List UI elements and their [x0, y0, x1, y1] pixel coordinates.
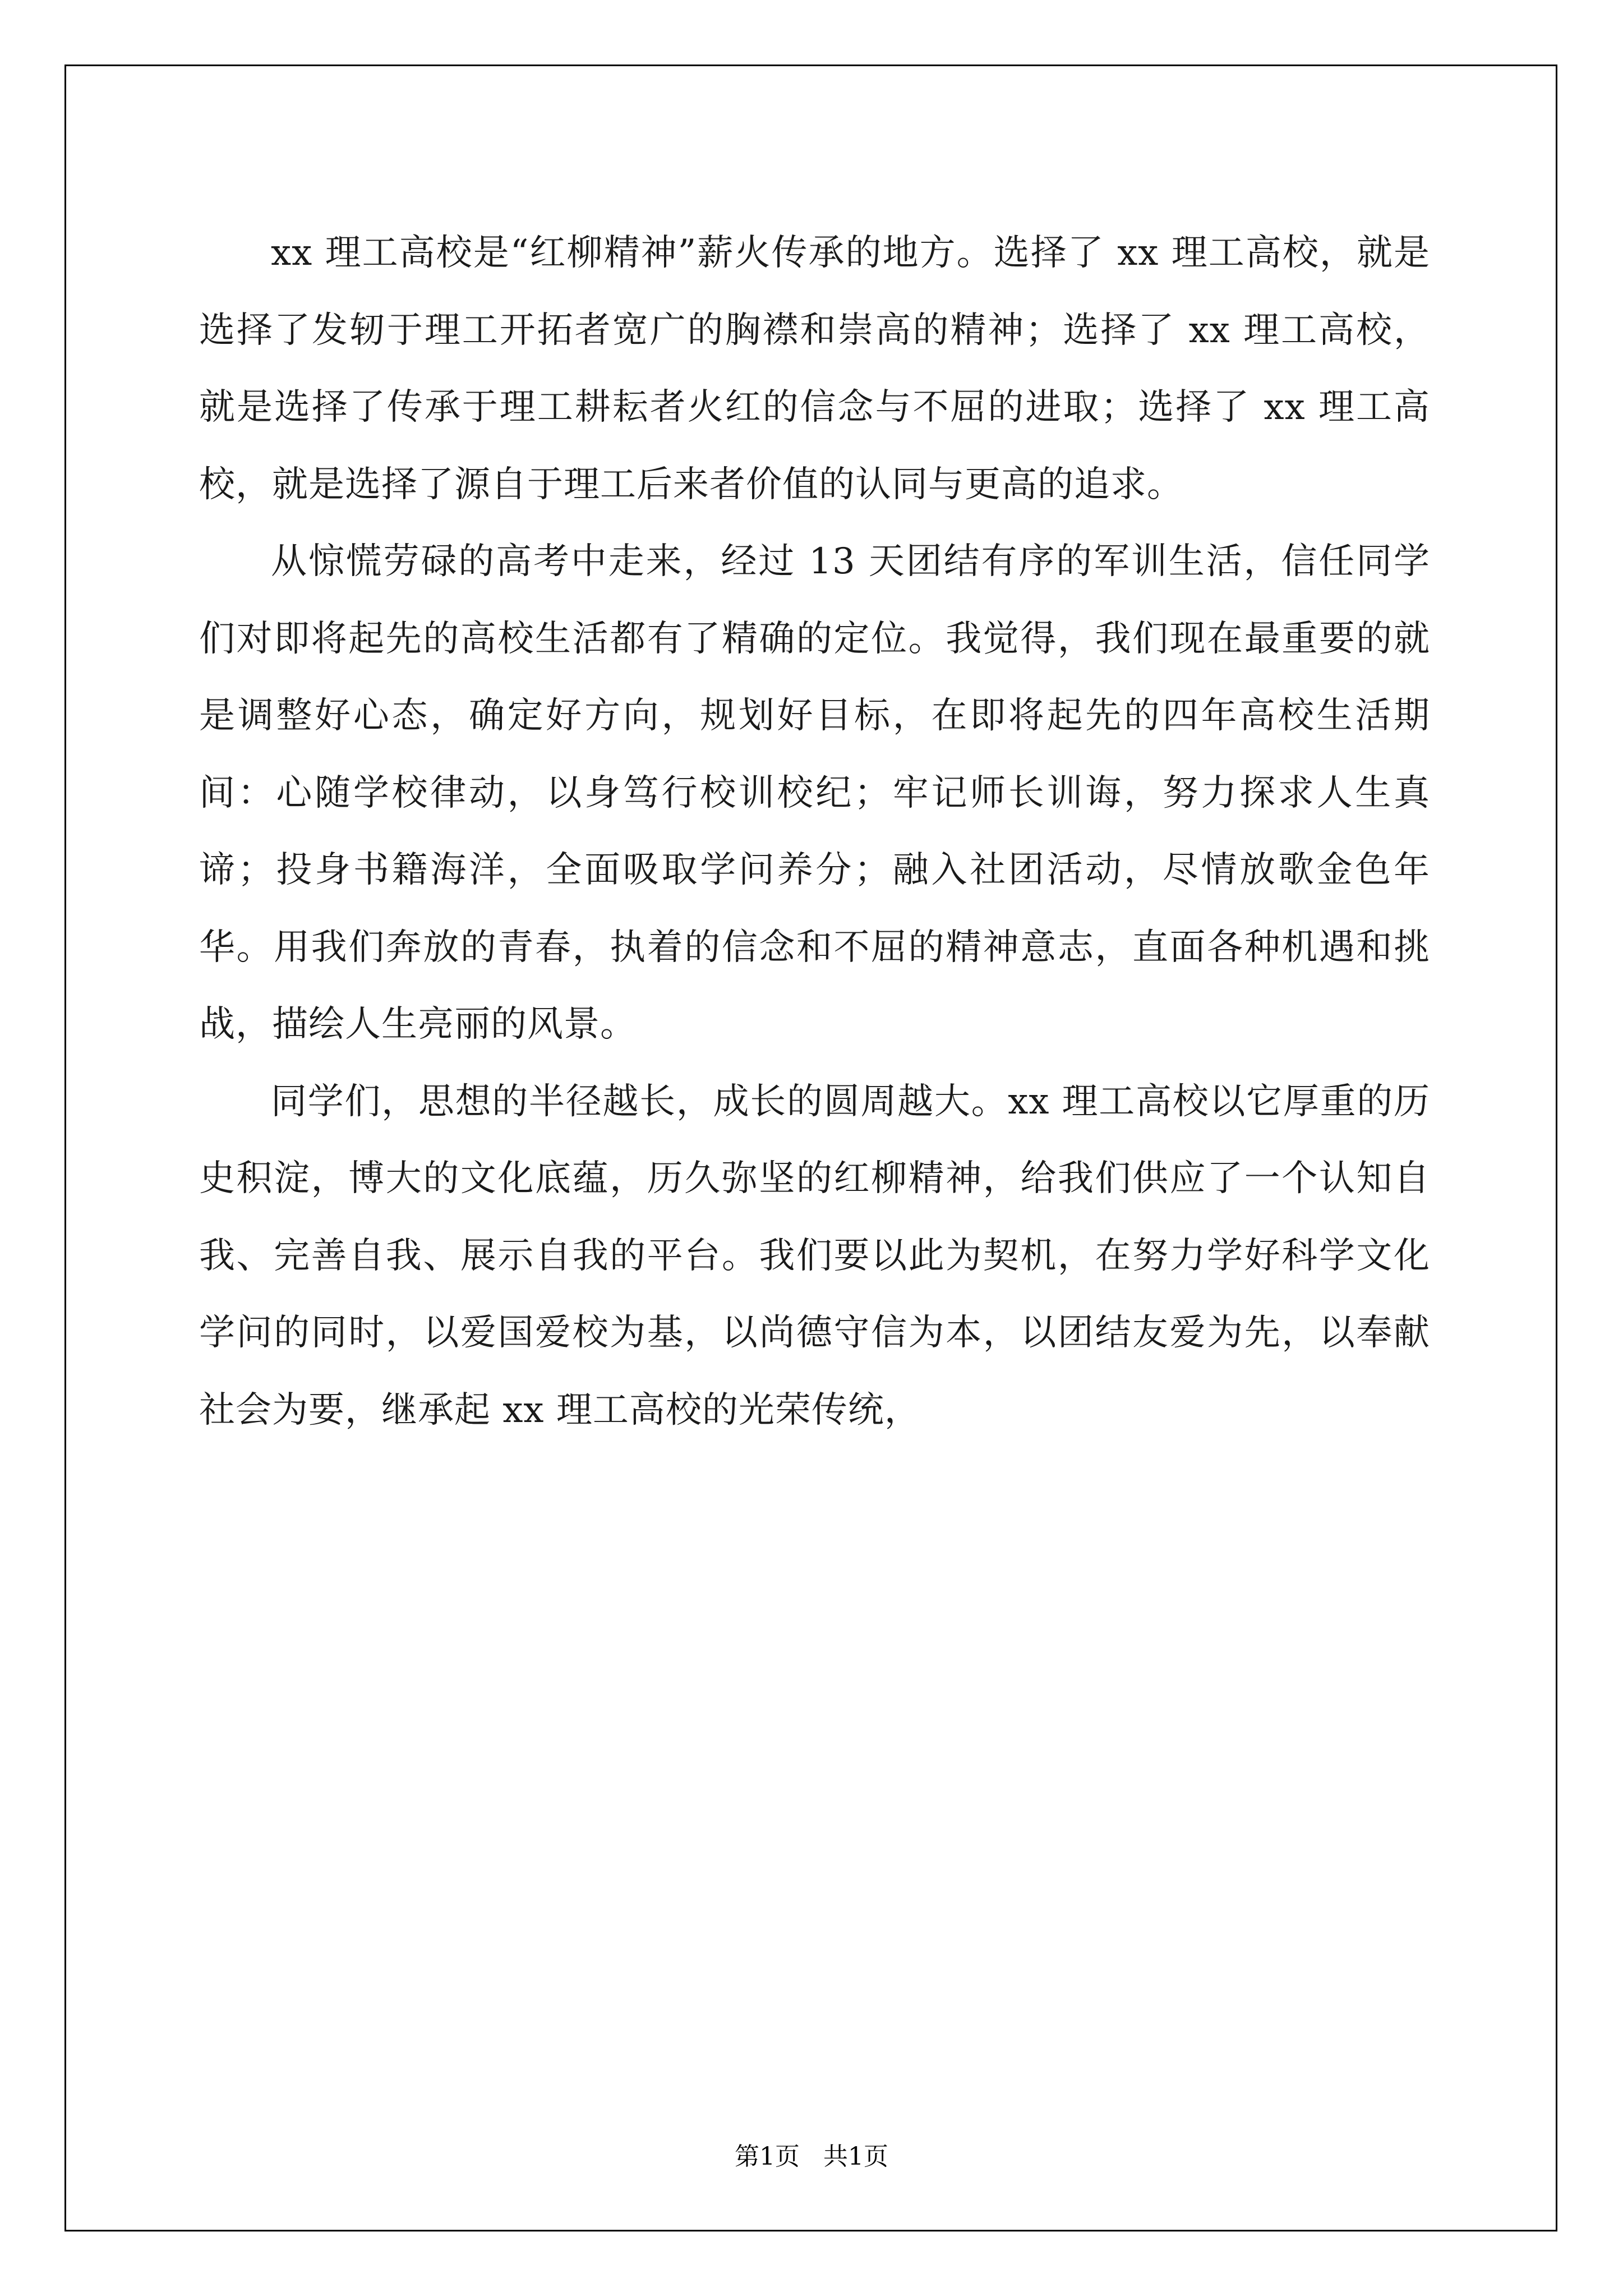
paragraph-1: xx 理工高校是“红柳精神”薪火传承的地方。选择了 xx 理工高校，就是选择了发轫于理工开拓者宽广的胸襟和崇高的精神；选择了 xx 理工高校，就是选择了传承于理工耕耘者火红的信念与不屈的进取；选择了 xx 理工高校，就是选择了源自于理工后来者价值的认同与更高的追求。: [199, 232, 1430, 505]
paragraph-3: 同学们，思想的半径越长，成长的圆周越大。xx 理工高校以它厚重的历史积淀，博大的文化底蕴，历久弥坚的红柳精神，给我们供应了一个认知自我、完善自我、展示自我的平台。我们要以此为契机，在努力学好科学文化学问的同时，以爱国爱校为基，以尚德守信为本，以团结友爱为先，以奉献社会为要，继承起 xx 理工高校的光荣传统，: [199, 1080, 1430, 1431]
document-body: [199, 215, 1430, 1449]
paragraph-2: 从惊慌劳碌的高考中走来，经过 13 天团结有序的军训生活，信任同学们对即将起先的高校生活都有了精确的定位。我觉得，我们现在最重要的就是调整好心态，确定好方向，规划好目标，在即将起先的四年高校生活期间：心随学校律动，以身笃行校训校纪；牢记师长训诲，努力探求人生真谛；投身书籍海洋，全面吸取学问养分；融入社团活动，尽情放歌金色年华。用我们奔放的青春，执着的信念和不屈的精神意志，直面各种机遇和挑战，描绘人生亮丽的风景。: [199, 541, 1430, 1045]
page-footer: 第1页 共1页: [735, 2142, 888, 2171]
